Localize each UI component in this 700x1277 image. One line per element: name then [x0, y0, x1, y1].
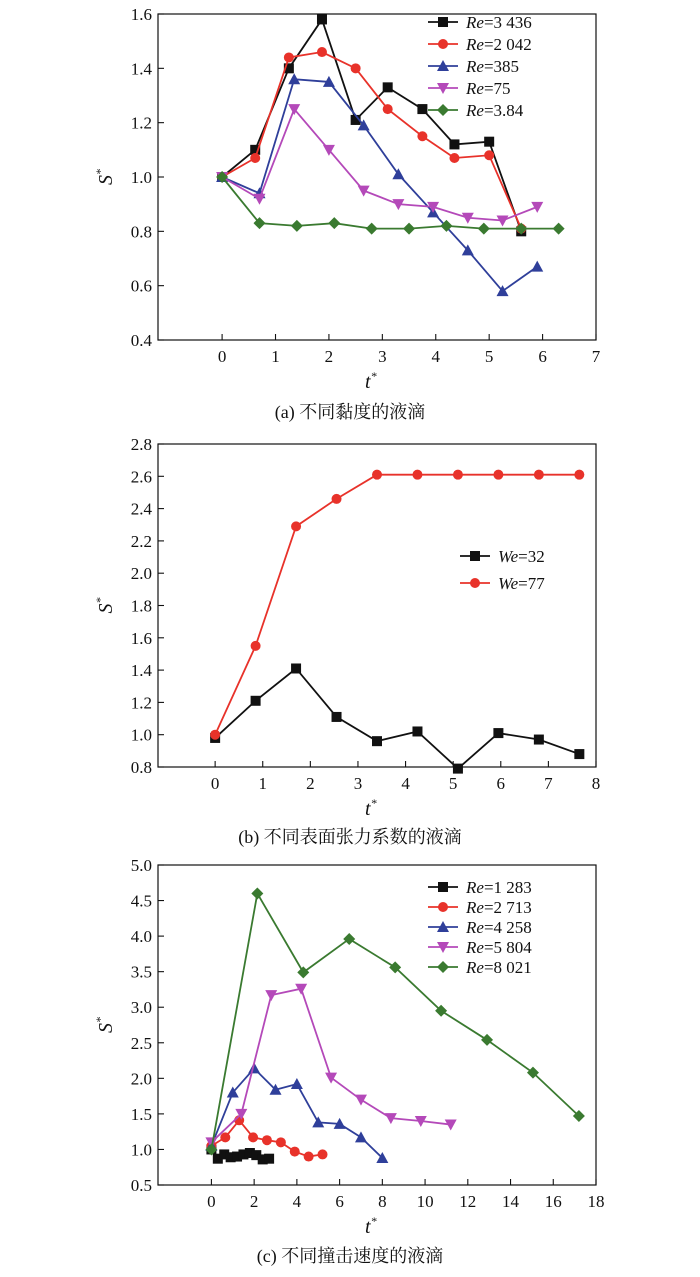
x-tick-label: 1	[271, 347, 280, 366]
series-line	[222, 109, 537, 220]
data-point	[534, 470, 544, 480]
data-point	[553, 223, 565, 235]
x-tick-label: 0	[210, 774, 220, 793]
legend-marker	[438, 902, 448, 912]
legend-label: Re=2 713	[466, 898, 532, 917]
data-point	[355, 1095, 367, 1106]
y-tick-labels	[131, 5, 153, 350]
legend-label: Re=8 021	[466, 958, 532, 977]
y-axis-title: S*	[93, 169, 117, 185]
legend-label: Re=75	[466, 79, 511, 98]
legend-marker	[438, 882, 448, 892]
y-tick-label: 0.8	[130, 222, 152, 242]
data-point	[332, 712, 342, 722]
x-tick-label: 8	[591, 774, 601, 793]
data-point	[403, 223, 415, 235]
y-tick-label: 2.6	[130, 467, 152, 487]
data-point	[531, 202, 543, 213]
legend-marker	[438, 39, 448, 49]
series-re1283	[206, 1144, 274, 1164]
legend-label: We=32	[498, 547, 545, 566]
legend-item	[428, 13, 532, 32]
data-point	[493, 728, 503, 738]
x-tick-labels	[218, 347, 601, 366]
x-tick-label: 14	[502, 1192, 520, 1211]
data-point	[317, 47, 327, 57]
legend-item	[428, 938, 532, 957]
legend-item	[428, 958, 532, 977]
data-point	[351, 63, 361, 73]
x-tick-label: 2	[249, 1192, 259, 1211]
data-point	[449, 153, 459, 163]
y-tick-label: 2.0	[130, 1069, 152, 1089]
data-point	[453, 764, 463, 774]
data-point	[332, 494, 342, 504]
y-tick-label: 1.4	[130, 59, 152, 79]
y-tick-label: 2.8	[130, 435, 152, 454]
x-tick-label: 12	[459, 1192, 477, 1211]
data-point	[481, 1034, 493, 1046]
data-point	[366, 223, 378, 235]
legend-label: Re=3.84	[466, 101, 524, 120]
series-line	[215, 668, 579, 768]
y-tick-label: 4.5	[130, 891, 152, 911]
data-point	[317, 14, 327, 24]
y-tick-label: 0.6	[130, 276, 152, 296]
data-point	[392, 168, 404, 179]
legend-label: Re=5 804	[466, 938, 532, 957]
data-point	[412, 726, 422, 736]
data-point	[318, 1149, 328, 1159]
legend-label: We=77	[498, 574, 545, 593]
legend	[428, 878, 532, 977]
panel-caption: (c) 不同撞击速度的液滴	[256, 1246, 444, 1266]
data-point	[304, 1152, 314, 1162]
data-point	[264, 1154, 274, 1164]
chart-panel-b	[93, 435, 600, 848]
y-tick-label: 3.5	[130, 962, 152, 982]
data-point	[574, 470, 584, 480]
y-tick-label: 0.8	[130, 758, 152, 777]
x-tick-label: 1	[258, 774, 267, 793]
legend-item	[460, 547, 545, 566]
legend-marker	[438, 17, 448, 27]
data-point	[417, 104, 427, 114]
y-tick-label: 1.4	[130, 661, 152, 681]
y-tick-label: 1.0	[130, 1140, 152, 1160]
x-tick-labels	[211, 774, 600, 793]
series-line	[215, 475, 579, 735]
y-tick-label: 1.2	[130, 113, 152, 133]
data-point	[262, 1135, 272, 1145]
x-tick-label: 2	[306, 774, 315, 793]
data-point	[291, 220, 303, 232]
data-point	[291, 521, 301, 531]
chart-panel-a	[93, 5, 601, 423]
data-point	[372, 470, 382, 480]
legend-marker	[437, 104, 449, 116]
series-re3.84	[216, 171, 565, 235]
x-axis-title: t*	[365, 1214, 377, 1238]
data-point	[484, 137, 494, 147]
y-tick-label: 1.0	[130, 168, 152, 187]
chart-panel-c	[93, 856, 605, 1267]
legend-marker	[470, 551, 480, 561]
data-point	[449, 139, 459, 149]
data-point	[383, 104, 393, 114]
series-layer	[210, 470, 584, 774]
y-tick-label: 2.0	[130, 564, 152, 584]
data-point	[445, 1120, 457, 1131]
legend-label: Re=385	[466, 57, 520, 76]
data-point	[328, 217, 340, 229]
y-tick-labels	[131, 435, 153, 777]
axis-ticks	[158, 444, 596, 767]
series-we32	[210, 663, 584, 773]
legend	[428, 13, 532, 120]
legend-item	[428, 79, 511, 98]
x-tick-label: 10	[416, 1192, 434, 1211]
data-point	[220, 1132, 230, 1142]
x-tick-label: 0	[207, 1192, 216, 1211]
data-point	[383, 82, 393, 92]
y-tick-label: 2.4	[130, 499, 152, 519]
x-tick-label: 4	[401, 774, 410, 793]
data-point	[493, 470, 503, 480]
data-point	[531, 261, 543, 272]
legend-item	[428, 35, 532, 54]
data-point	[484, 150, 494, 160]
data-point	[253, 194, 265, 205]
x-tick-label: 2	[324, 347, 334, 366]
data-point	[290, 1147, 300, 1157]
series-line	[222, 177, 559, 229]
x-tick-label: 4	[431, 347, 441, 366]
x-tick-label: 7	[591, 347, 601, 366]
x-tick-label: 5	[484, 347, 494, 366]
x-tick-label: 6	[538, 347, 547, 366]
data-point	[291, 1078, 303, 1089]
legend-label: Re=4 258	[466, 918, 532, 937]
data-point	[325, 1073, 337, 1084]
legend-label: Re=1 283	[466, 878, 532, 897]
legend-item	[428, 918, 532, 937]
y-tick-label: 1.5	[130, 1104, 152, 1124]
x-tick-label: 0	[217, 347, 227, 366]
x-tick-labels	[207, 1192, 604, 1211]
y-tick-label: 3.0	[130, 998, 152, 1018]
y-axis-title: S*	[93, 597, 117, 614]
x-axis-title: t*	[365, 369, 377, 393]
data-point	[265, 990, 277, 1001]
legend-label: Re=3 436	[466, 13, 532, 32]
x-tick-label: 3	[378, 347, 387, 366]
x-tick-label: 4	[292, 1192, 302, 1211]
data-point	[251, 641, 261, 651]
data-point	[478, 223, 490, 235]
panel-caption: (a) 不同黏度的液滴	[274, 402, 426, 422]
legend-item	[460, 574, 545, 593]
legend-label: Re=2 042	[466, 35, 532, 54]
x-tick-label: 6	[496, 774, 506, 793]
data-point	[251, 887, 263, 899]
legend-item	[428, 898, 532, 917]
x-tick-label: 18	[587, 1192, 605, 1211]
y-tick-label: 0.5	[130, 1176, 152, 1195]
legend-item	[428, 57, 519, 76]
y-tick-label: 2.2	[130, 531, 152, 551]
x-tick-label: 7	[544, 774, 553, 793]
y-tick-label: 1.0	[130, 725, 152, 745]
x-tick-label: 5	[448, 774, 458, 793]
x-axis-title: t*	[365, 796, 377, 820]
data-point	[250, 153, 260, 163]
x-tick-label: 3	[353, 774, 363, 793]
data-point	[284, 52, 294, 62]
data-point	[210, 730, 220, 740]
y-axis-title: S*	[93, 1017, 117, 1033]
legend	[460, 547, 545, 593]
y-tick-label: 0.4	[130, 331, 152, 350]
y-tick-label: 4.0	[130, 927, 152, 947]
y-tick-labels	[131, 856, 152, 1195]
data-point	[343, 933, 355, 945]
series-line	[211, 989, 450, 1143]
data-point	[534, 735, 544, 745]
data-point	[355, 1131, 367, 1142]
data-point	[372, 736, 382, 746]
y-tick-label: 1.6	[130, 628, 152, 648]
y-tick-label: 1.6	[130, 5, 152, 24]
data-point	[417, 131, 427, 141]
legend-item	[428, 878, 532, 897]
data-point	[248, 1132, 258, 1142]
y-tick-label: 5.0	[130, 856, 152, 875]
panel-caption: (b) 不同表面张力系数的液滴	[238, 827, 462, 847]
x-tick-label: 16	[544, 1192, 562, 1211]
legend-marker	[437, 961, 449, 973]
data-point	[574, 749, 584, 759]
data-point	[453, 470, 463, 480]
data-point	[412, 470, 422, 480]
x-tick-label: 6	[335, 1192, 344, 1211]
data-point	[251, 696, 261, 706]
data-point	[291, 663, 301, 673]
y-tick-label: 2.5	[130, 1033, 152, 1053]
legend-item	[428, 101, 524, 120]
data-point	[297, 966, 309, 978]
series-we77	[210, 470, 584, 740]
plot-frame	[158, 444, 596, 767]
y-tick-label: 1.8	[130, 596, 152, 616]
y-tick-label: 1.2	[130, 693, 152, 713]
legend-marker	[470, 578, 480, 588]
data-point	[358, 186, 370, 197]
data-point	[276, 1137, 286, 1147]
x-tick-label: 8	[378, 1192, 387, 1211]
